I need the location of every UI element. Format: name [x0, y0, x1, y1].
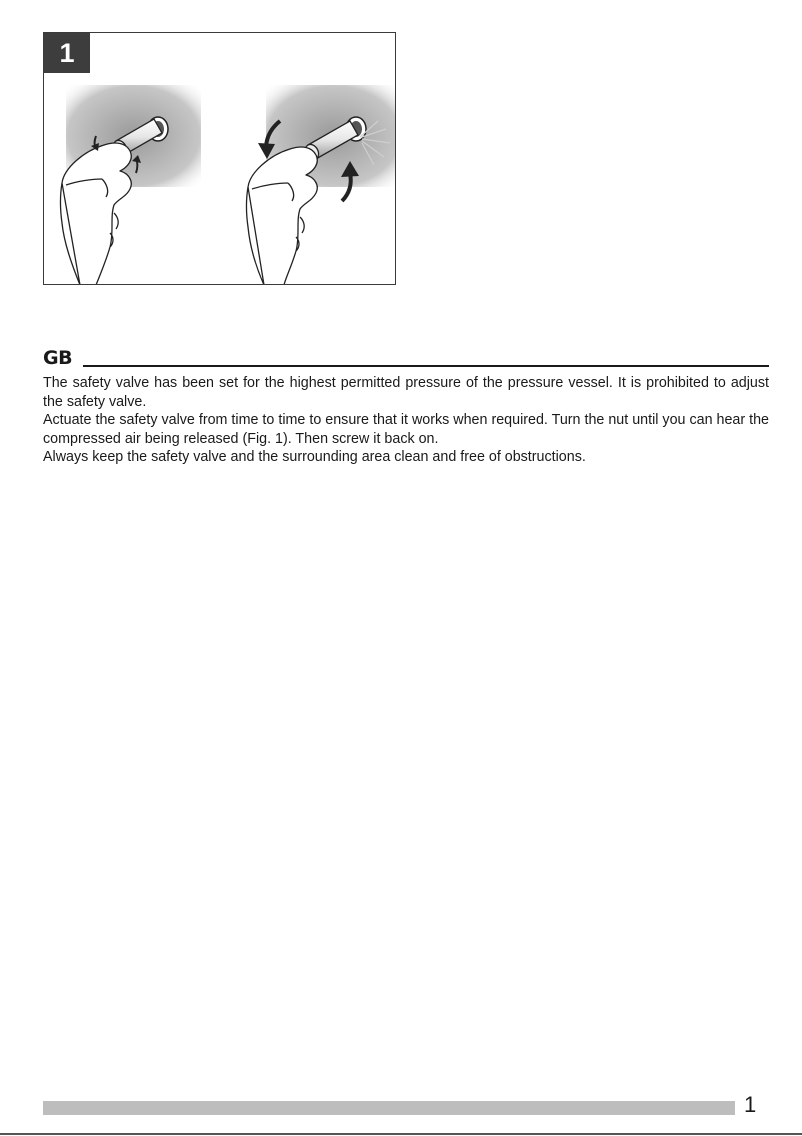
hand-right	[247, 147, 318, 285]
paragraph: Always keep the safety valve and the surrounding area clean and free of obstructions.	[43, 449, 586, 465]
paragraph: Actuate the safety valve from time to time to ensure that it works when required. Turn the nut until you can hear the compressed air being released (Fig. 1). Then screw it back on.	[43, 412, 769, 447]
language-code: GB	[43, 347, 73, 369]
section-divider	[83, 365, 769, 367]
body-text	[43, 374, 769, 467]
footer-bar	[43, 1101, 735, 1115]
paragraph: The safety valve has been set for the highest permitted pressure of the pressure vessel. It is prohibited to adjust the safety valve.	[43, 375, 769, 410]
figure-1	[43, 32, 396, 285]
page-number: 1	[744, 1092, 757, 1117]
safety-valve-illustration	[44, 33, 396, 285]
figure-number-label: 1	[44, 33, 90, 73]
page-bottom-border	[0, 1133, 802, 1135]
section-header	[43, 346, 769, 370]
